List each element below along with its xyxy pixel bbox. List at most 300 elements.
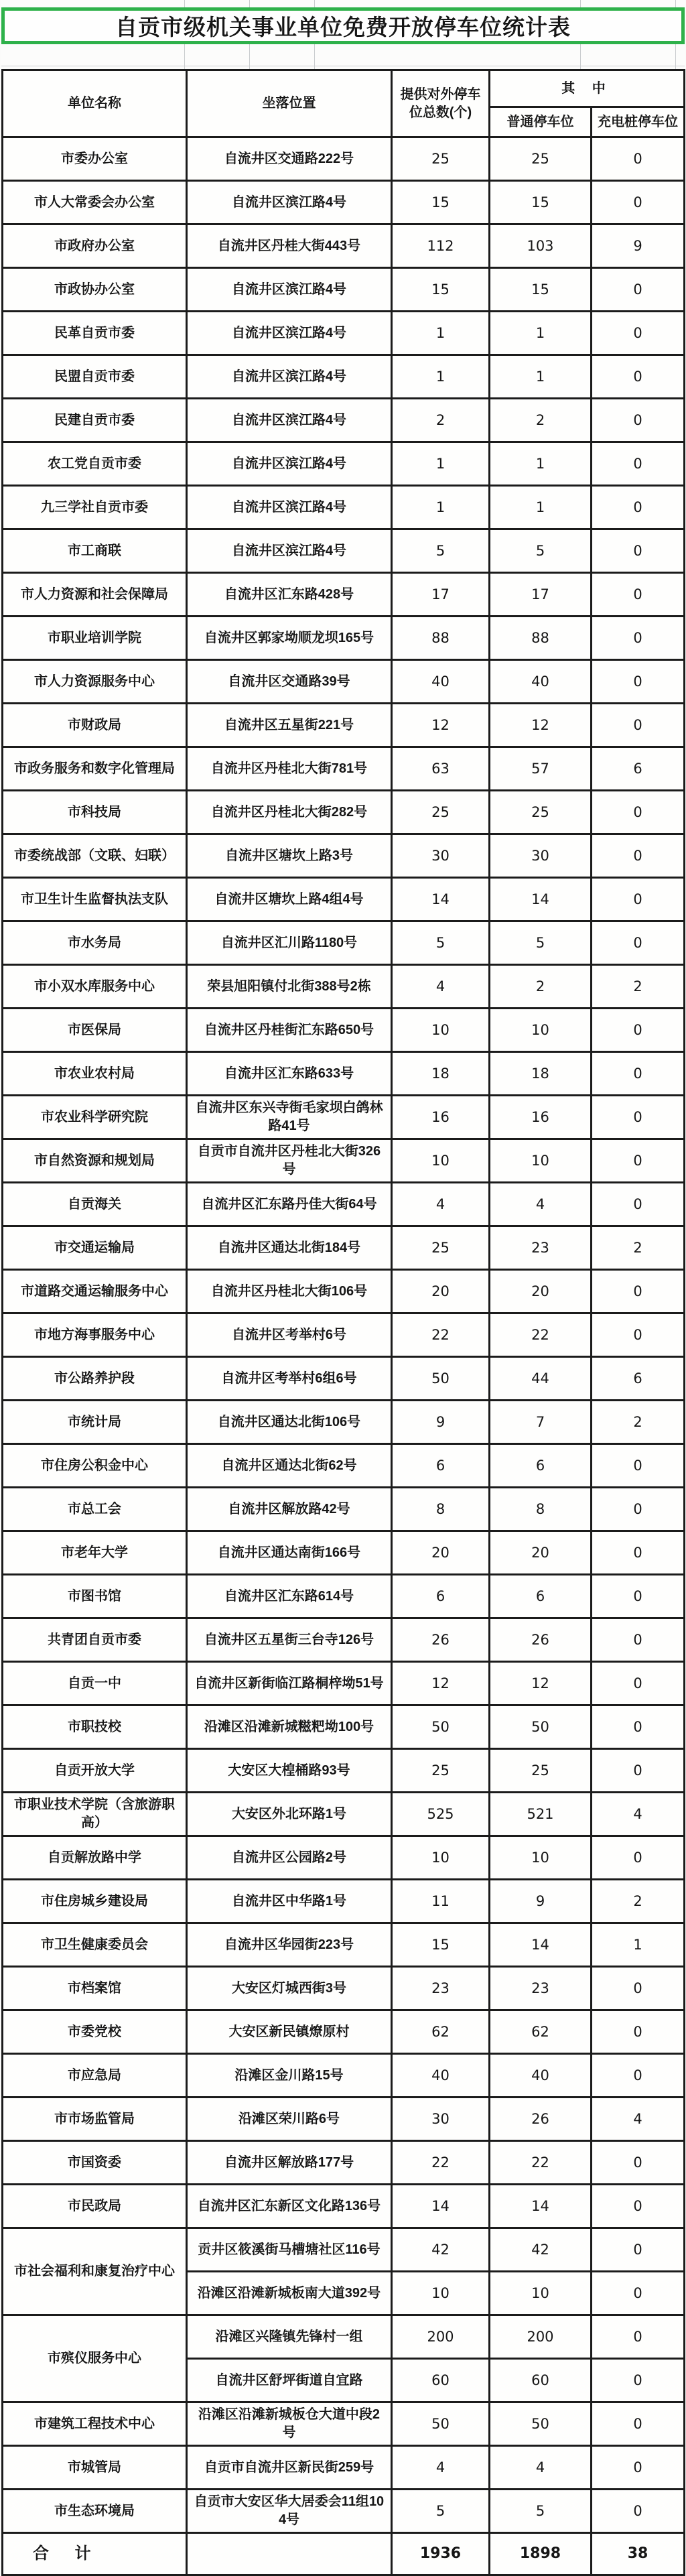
location-cell: 自流井区解放路42号 xyxy=(187,1488,392,1531)
unit-name-cell: 市住房公积金中心 xyxy=(3,1444,187,1488)
charging-spaces-cell: 0 xyxy=(592,1009,685,1052)
total-spaces-cell: 10 xyxy=(392,2272,490,2315)
unit-name-cell: 自贡海关 xyxy=(3,1183,187,1226)
location-cell: 自流井区五星街221号 xyxy=(187,704,392,747)
parking-stats-table xyxy=(1,69,685,2576)
regular-spaces-cell: 23 xyxy=(490,1967,592,2010)
total-spaces-cell: 25 xyxy=(392,1749,490,1793)
total-spaces-cell: 15 xyxy=(392,1923,490,1967)
regular-spaces-cell: 103 xyxy=(490,224,592,268)
regular-spaces-cell: 6 xyxy=(490,1444,592,1488)
regular-spaces-cell: 10 xyxy=(490,1009,592,1052)
total-spaces-cell: 10 xyxy=(392,1836,490,1880)
unit-name-cell: 市民政局 xyxy=(3,2185,187,2228)
regular-spaces-cell: 8 xyxy=(490,1488,592,1531)
table-row xyxy=(3,1270,685,1313)
charging-spaces-cell: 0 xyxy=(592,921,685,965)
location-cell: 沿滩区沿滩新城板南大道392号 xyxy=(187,2272,392,2315)
total-spaces-cell: 5 xyxy=(392,2490,490,2533)
total-spaces-cell: 20 xyxy=(392,1531,490,1575)
table-row xyxy=(3,486,685,529)
regular-spaces-cell: 20 xyxy=(490,1270,592,1313)
charging-spaces-cell: 0 xyxy=(592,1488,685,1531)
regular-spaces-cell: 15 xyxy=(490,181,592,224)
regular-spaces-cell: 1 xyxy=(490,486,592,529)
title-box xyxy=(1,7,685,44)
charging-spaces-cell: 2 xyxy=(592,1226,685,1270)
location-cell: 自流井区通达北街184号 xyxy=(187,1226,392,1270)
unit-name-cell: 市图书馆 xyxy=(3,1575,187,1618)
header-total-spaces: 提供对外停车位总数(个) xyxy=(392,70,490,137)
charging-spaces-cell: 0 xyxy=(592,355,685,399)
charging-spaces-cell: 0 xyxy=(592,2054,685,2098)
gridline xyxy=(249,0,250,7)
unit-name-cell: 九三学社自贡市委 xyxy=(3,486,187,529)
charging-spaces-cell: 0 xyxy=(592,2359,685,2402)
table-row xyxy=(3,1313,685,1357)
charging-spaces-cell: 0 xyxy=(592,137,685,181)
table-row xyxy=(3,660,685,704)
grand-charging-cell: 38 xyxy=(592,2533,685,2575)
charging-spaces-cell: 0 xyxy=(592,2228,685,2272)
charging-spaces-cell: 0 xyxy=(592,2315,685,2359)
unit-name-cell: 市应急局 xyxy=(3,2054,187,2098)
total-spaces-cell: 2 xyxy=(392,399,490,442)
location-cell: 自流井区丹桂北大街282号 xyxy=(187,791,392,834)
unit-name-cell: 市老年大学 xyxy=(3,1531,187,1575)
total-spaces-cell: 200 xyxy=(392,2315,490,2359)
regular-spaces-cell: 40 xyxy=(490,660,592,704)
unit-name-cell: 市农业科学研究院 xyxy=(3,1096,187,1139)
total-spaces-cell: 42 xyxy=(392,2228,490,2272)
table-row xyxy=(3,617,685,660)
regular-spaces-cell: 42 xyxy=(490,2228,592,2272)
charging-spaces-cell: 0 xyxy=(592,181,685,224)
location-cell: 贡井区筱溪街马槽塘社区116号 xyxy=(187,2228,392,2272)
location-cell: 自流井区滨江路4号 xyxy=(187,312,392,355)
charging-spaces-cell: 6 xyxy=(592,747,685,791)
table-row xyxy=(3,1531,685,1575)
unit-name-cell: 市统计局 xyxy=(3,1401,187,1444)
charging-spaces-cell: 0 xyxy=(592,1967,685,2010)
location-cell: 自流井区塘坎上路4组4号 xyxy=(187,878,392,921)
location-cell: 自流井区滨江路4号 xyxy=(187,355,392,399)
charging-spaces-cell: 0 xyxy=(592,2010,685,2054)
gridline xyxy=(675,0,676,7)
table-row xyxy=(3,1575,685,1618)
charging-spaces-cell: 0 xyxy=(592,1139,685,1183)
total-spaces-cell: 12 xyxy=(392,1662,490,1705)
total-spaces-cell: 50 xyxy=(392,1705,490,1749)
regular-spaces-cell: 16 xyxy=(490,1096,592,1139)
location-cell: 自流井区通达北街62号 xyxy=(187,1444,392,1488)
charging-spaces-cell: 0 xyxy=(592,529,685,573)
header-unit-name: 单位名称 xyxy=(3,70,187,137)
location-cell: 沿滩区金川路15号 xyxy=(187,2054,392,2098)
table-row xyxy=(3,2141,685,2185)
unit-name-cell: 市国资委 xyxy=(3,2141,187,2185)
regular-spaces-cell: 22 xyxy=(490,2141,592,2185)
location-cell: 自流井区东兴寺街毛家坝白鸽林路41号 xyxy=(187,1096,392,1139)
location-cell: 自流井区塘坎上路3号 xyxy=(187,834,392,878)
gridline xyxy=(314,0,315,7)
location-cell: 自流井区交通路39号 xyxy=(187,660,392,704)
total-spaces-cell: 25 xyxy=(392,791,490,834)
unit-name-cell: 共青团自贡市委 xyxy=(3,1618,187,1662)
grand-total-cell: 1936 xyxy=(392,2533,490,2575)
regular-spaces-cell: 5 xyxy=(490,529,592,573)
location-cell: 自流井区滨江路4号 xyxy=(187,529,392,573)
unit-name-cell: 市住房城乡建设局 xyxy=(3,1880,187,1923)
location-cell: 自流井区交通路222号 xyxy=(187,137,392,181)
unit-name-cell: 农工党自贡市委 xyxy=(3,442,187,486)
total-spaces-cell: 6 xyxy=(392,1575,490,1618)
unit-name-cell: 市人大常委会办公室 xyxy=(3,181,187,224)
regular-spaces-cell: 5 xyxy=(490,2490,592,2533)
gridline xyxy=(580,0,581,7)
table-row xyxy=(3,1836,685,1880)
total-spaces-cell: 5 xyxy=(392,921,490,965)
charging-spaces-cell: 0 xyxy=(592,2490,685,2533)
regular-spaces-cell: 25 xyxy=(490,137,592,181)
total-spaces-cell: 62 xyxy=(392,2010,490,2054)
total-spaces-cell: 6 xyxy=(392,1444,490,1488)
regular-spaces-cell: 10 xyxy=(490,1139,592,1183)
charging-spaces-cell: 0 xyxy=(592,1270,685,1313)
regular-spaces-cell: 30 xyxy=(490,834,592,878)
unit-name-cell: 市水务局 xyxy=(3,921,187,965)
location-cell: 自流井区滨江路4号 xyxy=(187,442,392,486)
location-cell: 沿滩区沿滩新城糍粑坳100号 xyxy=(187,1705,392,1749)
total-spaces-cell: 30 xyxy=(392,2098,490,2141)
unit-name-cell: 民建自贡市委 xyxy=(3,399,187,442)
regular-spaces-cell: 15 xyxy=(490,268,592,312)
charging-spaces-cell: 0 xyxy=(592,1313,685,1357)
unit-name-cell: 市卫生健康委员会 xyxy=(3,1923,187,1967)
regular-spaces-cell: 40 xyxy=(490,2054,592,2098)
table-row xyxy=(3,2315,685,2359)
regular-spaces-cell: 14 xyxy=(490,1923,592,1967)
charging-spaces-cell: 0 xyxy=(592,399,685,442)
regular-spaces-cell: 14 xyxy=(490,878,592,921)
table-row xyxy=(3,1618,685,1662)
unit-name-cell: 市卫生计生监督执法支队 xyxy=(3,878,187,921)
unit-name-cell: 市人力资源服务中心 xyxy=(3,660,187,704)
regular-spaces-cell: 60 xyxy=(490,2359,592,2402)
table-row xyxy=(3,268,685,312)
charging-spaces-cell: 0 xyxy=(592,1836,685,1880)
regular-spaces-cell: 1 xyxy=(490,312,592,355)
charging-spaces-cell: 0 xyxy=(592,2402,685,2446)
regular-spaces-cell: 10 xyxy=(490,1836,592,1880)
table-row xyxy=(3,224,685,268)
charging-spaces-cell: 2 xyxy=(592,1880,685,1923)
location-cell: 自贡市大安区华大居委会11组104号 xyxy=(187,2490,392,2533)
location-cell: 大安区外北环路1号 xyxy=(187,1793,392,1836)
location-cell: 自流井区汇东路614号 xyxy=(187,1575,392,1618)
charging-spaces-cell: 0 xyxy=(592,2185,685,2228)
table-row xyxy=(3,1444,685,1488)
charging-spaces-cell: 0 xyxy=(592,312,685,355)
table-row xyxy=(3,355,685,399)
unit-name-cell: 市总工会 xyxy=(3,1488,187,1531)
table-row xyxy=(3,878,685,921)
location-cell: 自流井区丹桂北大街781号 xyxy=(187,747,392,791)
location-cell: 自流井区新街临江路桐梓坳51号 xyxy=(187,1662,392,1705)
regular-spaces-cell: 50 xyxy=(490,2402,592,2446)
location-cell: 自流井区考举村6组6号 xyxy=(187,1357,392,1401)
table-row xyxy=(3,1923,685,1967)
table-row xyxy=(3,442,685,486)
unit-name-cell: 市委统战部（文联、妇联） xyxy=(3,834,187,878)
total-spaces-cell: 20 xyxy=(392,1270,490,1313)
unit-name-cell: 市道路交通运输服务中心 xyxy=(3,1270,187,1313)
total-spaces-cell: 525 xyxy=(392,1793,490,1836)
table-row xyxy=(3,2228,685,2272)
unit-name-cell: 市城管局 xyxy=(3,2446,187,2490)
regular-spaces-cell: 88 xyxy=(490,617,592,660)
spreadsheet-gridline-strip-top xyxy=(1,0,685,7)
location-cell: 自流井区汇川路1180号 xyxy=(187,921,392,965)
location-cell: 自流井区中华路1号 xyxy=(187,1880,392,1923)
unit-name-cell: 市档案馆 xyxy=(3,1967,187,2010)
location-cell: 自流井区滨江路4号 xyxy=(187,181,392,224)
charging-spaces-cell: 0 xyxy=(592,660,685,704)
regular-spaces-cell: 12 xyxy=(490,704,592,747)
table-row xyxy=(3,529,685,573)
regular-spaces-cell: 18 xyxy=(490,1052,592,1096)
regular-spaces-cell: 4 xyxy=(490,2446,592,2490)
regular-spaces-cell: 2 xyxy=(490,399,592,442)
charging-spaces-cell: 0 xyxy=(592,486,685,529)
regular-spaces-cell: 4 xyxy=(490,1183,592,1226)
table-row xyxy=(3,1183,685,1226)
location-cell: 自流井区华园街223号 xyxy=(187,1923,392,1967)
table-row xyxy=(3,2402,685,2446)
charging-spaces-cell: 0 xyxy=(592,704,685,747)
total-spaces-cell: 17 xyxy=(392,573,490,617)
page-title: 自贡市级机关事业单位免费开放停车位统计表 xyxy=(115,15,571,40)
unit-name-cell: 市政协办公室 xyxy=(3,268,187,312)
unit-name-cell: 市交通运输局 xyxy=(3,1226,187,1270)
unit-name-cell: 市委党校 xyxy=(3,2010,187,2054)
charging-spaces-cell: 6 xyxy=(592,1357,685,1401)
charging-spaces-cell: 0 xyxy=(592,1662,685,1705)
table-row xyxy=(3,1662,685,1705)
table-row xyxy=(3,1139,685,1183)
regular-spaces-cell: 12 xyxy=(490,1662,592,1705)
table-row xyxy=(3,1401,685,1444)
unit-name-cell: 民革自贡市委 xyxy=(3,312,187,355)
unit-name-cell: 市人力资源和社会保障局 xyxy=(3,573,187,617)
total-spaces-cell: 22 xyxy=(392,2141,490,2185)
grand-regular-cell: 1898 xyxy=(490,2533,592,2575)
regular-spaces-cell: 7 xyxy=(490,1401,592,1444)
table-row xyxy=(3,1793,685,1836)
total-spaces-cell: 1 xyxy=(392,442,490,486)
regular-spaces-cell: 17 xyxy=(490,573,592,617)
charging-spaces-cell: 0 xyxy=(592,2446,685,2490)
regular-spaces-cell: 20 xyxy=(490,1531,592,1575)
total-spaces-cell: 30 xyxy=(392,834,490,878)
table-row xyxy=(3,2010,685,2054)
total-row xyxy=(3,2533,685,2575)
header-location: 坐落位置 xyxy=(187,70,392,137)
total-spaces-cell: 23 xyxy=(392,1967,490,2010)
table-row xyxy=(3,1357,685,1401)
regular-spaces-cell: 25 xyxy=(490,791,592,834)
total-spaces-cell: 25 xyxy=(392,137,490,181)
spreadsheet-gridline-strip-below-title xyxy=(1,44,685,69)
location-cell: 自流井区汇东路428号 xyxy=(187,573,392,617)
total-spaces-cell: 18 xyxy=(392,1052,490,1096)
total-spaces-cell: 4 xyxy=(392,1183,490,1226)
regular-spaces-cell: 50 xyxy=(490,1705,592,1749)
unit-name-cell: 市职技校 xyxy=(3,1705,187,1749)
charging-spaces-cell: 0 xyxy=(592,268,685,312)
charging-spaces-cell: 4 xyxy=(592,2098,685,2141)
table-row xyxy=(3,137,685,181)
total-spaces-cell: 112 xyxy=(392,224,490,268)
charging-spaces-cell: 2 xyxy=(592,1401,685,1444)
total-spaces-cell: 4 xyxy=(392,2446,490,2490)
total-spaces-cell: 15 xyxy=(392,181,490,224)
charging-spaces-cell: 0 xyxy=(592,834,685,878)
total-location-cell xyxy=(187,2533,392,2575)
charging-spaces-cell: 4 xyxy=(592,1793,685,1836)
regular-spaces-cell: 10 xyxy=(490,2272,592,2315)
total-spaces-cell: 10 xyxy=(392,1009,490,1052)
unit-name-cell: 市政府办公室 xyxy=(3,224,187,268)
regular-spaces-cell: 1 xyxy=(490,355,592,399)
regular-spaces-cell: 1 xyxy=(490,442,592,486)
total-spaces-cell: 8 xyxy=(392,1488,490,1531)
location-cell: 自流井区解放路177号 xyxy=(187,2141,392,2185)
total-spaces-cell: 15 xyxy=(392,268,490,312)
table-row xyxy=(3,791,685,834)
location-cell: 自流井区汇东路633号 xyxy=(187,1052,392,1096)
location-cell: 大安区大楻桶路93号 xyxy=(187,1749,392,1793)
charging-spaces-cell: 0 xyxy=(592,878,685,921)
location-cell: 自流井区考举村6号 xyxy=(187,1313,392,1357)
regular-spaces-cell: 5 xyxy=(490,921,592,965)
table-row xyxy=(3,921,685,965)
table-row xyxy=(3,399,685,442)
location-cell: 自流井区通达北街106号 xyxy=(187,1401,392,1444)
unit-name-cell: 自贡一中 xyxy=(3,1662,187,1705)
regular-spaces-cell: 23 xyxy=(490,1226,592,1270)
charging-spaces-cell: 0 xyxy=(592,442,685,486)
unit-name-cell: 民盟自贡市委 xyxy=(3,355,187,399)
regular-spaces-cell: 26 xyxy=(490,2098,592,2141)
location-cell: 自流井区郭家坳顺龙坝165号 xyxy=(187,617,392,660)
regular-spaces-cell: 25 xyxy=(490,1749,592,1793)
total-spaces-cell: 10 xyxy=(392,1139,490,1183)
unit-name-cell: 市殡仪服务中心 xyxy=(3,2315,187,2402)
regular-spaces-cell: 521 xyxy=(490,1793,592,1836)
location-cell: 自流井区丹桂大街443号 xyxy=(187,224,392,268)
total-spaces-cell: 63 xyxy=(392,747,490,791)
location-cell: 自贡市自流井区丹桂北大街326号 xyxy=(187,1139,392,1183)
charging-spaces-cell: 0 xyxy=(592,617,685,660)
total-spaces-cell: 26 xyxy=(392,1618,490,1662)
charging-spaces-cell: 0 xyxy=(592,1705,685,1749)
location-cell: 大安区新民镇燎原村 xyxy=(187,2010,392,2054)
table-row xyxy=(3,1052,685,1096)
regular-spaces-cell: 44 xyxy=(490,1357,592,1401)
location-cell: 自流井区丹桂街汇东路650号 xyxy=(187,1009,392,1052)
unit-name-cell: 市科技局 xyxy=(3,791,187,834)
location-cell: 自流井区丹桂北大街106号 xyxy=(187,1270,392,1313)
header-among-which: 其 中 xyxy=(490,70,685,107)
location-cell: 自流井区滨江路4号 xyxy=(187,268,392,312)
table-row xyxy=(3,747,685,791)
table-row xyxy=(3,1488,685,1531)
unit-name-cell: 市小双水库服务中心 xyxy=(3,965,187,1009)
unit-name-cell: 市工商联 xyxy=(3,529,187,573)
unit-name-cell: 市自然资源和规划局 xyxy=(3,1139,187,1183)
table-row xyxy=(3,1967,685,2010)
total-label-cell: 合 计 xyxy=(3,2533,187,2575)
table-row xyxy=(3,834,685,878)
charging-spaces-cell: 0 xyxy=(592,1618,685,1662)
location-cell: 沿滩区兴隆镇先锋村一组 xyxy=(187,2315,392,2359)
unit-name-cell: 自贡开放大学 xyxy=(3,1749,187,1793)
total-spaces-cell: 40 xyxy=(392,2054,490,2098)
regular-spaces-cell: 2 xyxy=(490,965,592,1009)
unit-name-cell: 市财政局 xyxy=(3,704,187,747)
charging-spaces-cell: 0 xyxy=(592,573,685,617)
total-spaces-cell: 1 xyxy=(392,355,490,399)
unit-name-cell: 市公路养护段 xyxy=(3,1357,187,1401)
total-spaces-cell: 16 xyxy=(392,1096,490,1139)
charging-spaces-cell: 0 xyxy=(592,1575,685,1618)
regular-spaces-cell: 57 xyxy=(490,747,592,791)
table-body xyxy=(3,137,685,2575)
table-row xyxy=(3,1096,685,1139)
regular-spaces-cell: 22 xyxy=(490,1313,592,1357)
table-row xyxy=(3,1705,685,1749)
charging-spaces-cell: 0 xyxy=(592,2272,685,2315)
unit-name-cell: 市职业技术学院（含旅游职高） xyxy=(3,1793,187,1836)
unit-name-cell: 市地方海事服务中心 xyxy=(3,1313,187,1357)
gridline xyxy=(184,0,185,7)
location-cell: 自流井区汇东新区文化路136号 xyxy=(187,2185,392,2228)
total-spaces-cell: 14 xyxy=(392,2185,490,2228)
table-row xyxy=(3,965,685,1009)
table-row xyxy=(3,1226,685,1270)
unit-name-cell: 市职业培训学院 xyxy=(3,617,187,660)
regular-spaces-cell: 14 xyxy=(490,2185,592,2228)
regular-spaces-cell: 62 xyxy=(490,2010,592,2054)
table-row xyxy=(3,2490,685,2533)
location-cell: 自流井区公园路2号 xyxy=(187,1836,392,1880)
table-row xyxy=(3,2054,685,2098)
table-row xyxy=(3,573,685,617)
unit-name-cell: 市政务服务和数字化管理局 xyxy=(3,747,187,791)
header-charging-spaces: 充电桩停车位 xyxy=(592,107,685,137)
unit-name-cell: 市医保局 xyxy=(3,1009,187,1052)
total-spaces-cell: 5 xyxy=(392,529,490,573)
charging-spaces-cell: 9 xyxy=(592,224,685,268)
unit-name-cell: 市建筑工程技术中心 xyxy=(3,2402,187,2446)
total-spaces-cell: 22 xyxy=(392,1313,490,1357)
total-spaces-cell: 1 xyxy=(392,312,490,355)
table-header xyxy=(3,70,685,137)
total-spaces-cell: 25 xyxy=(392,1226,490,1270)
charging-spaces-cell: 0 xyxy=(592,1531,685,1575)
unit-name-cell: 市市场监管局 xyxy=(3,2098,187,2141)
